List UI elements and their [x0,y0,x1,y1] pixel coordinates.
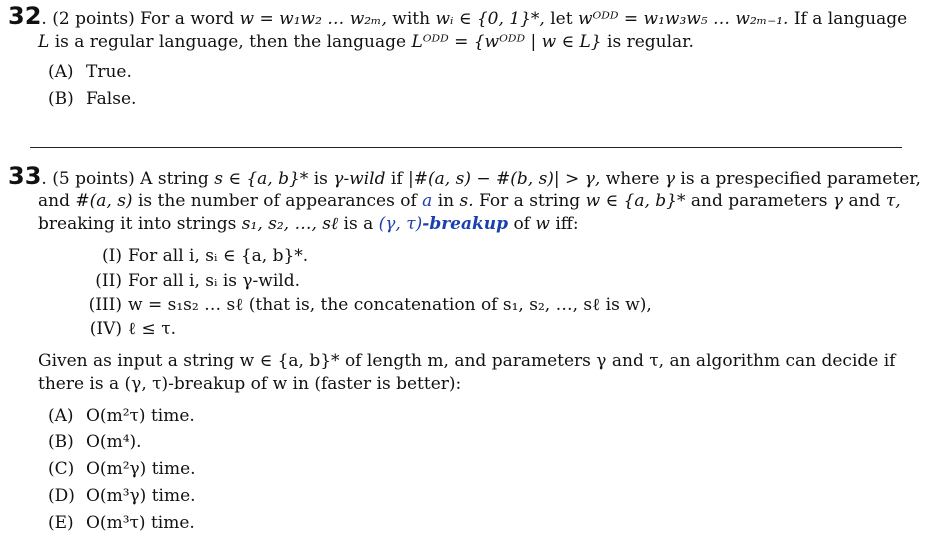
math-expression: w ∈ {a, b}* [585,191,686,211]
condition-label: (I) [102,246,122,266]
q33-paragraph-2-line-2: there is a (γ, τ)-breakup of w in (faster is better): [38,374,462,394]
option-text: O(m²γ) time. [86,459,196,479]
q32-text: For a word [140,9,235,29]
q33-text: if [390,169,403,189]
q33-text: For a string [479,191,581,211]
answer-option-a[interactable] [48,62,132,82]
q32-text: with [392,9,431,29]
answer-option-b[interactable] [48,89,136,109]
math-expression: Lᴼᴰᴰ = {wᴼᴰᴰ | w ∈ L} [411,32,602,52]
condition-item [78,319,176,339]
q32-line-1: 32. (2 points) For a word w = w₁w₂ … w₂ₘ, with wᵢ ∈ {0, 1}*, let wᴼᴰᴰ = w₁w₃w₅ … w₂ₘ₋₁. If a language [8,2,908,30]
math-expression: wᵢ ∈ {0, 1}*, [435,9,545,29]
option-text: False. [86,89,137,109]
defined-term: -breakup [422,214,509,234]
q32-text: If a language [793,9,908,29]
question-points: (5 points) [52,169,135,189]
math-expression: w [535,214,550,234]
math-expression: L [38,32,50,52]
q33-text: and [38,191,70,211]
q33-text: iff: [555,214,579,234]
q33-paragraph-2-line-1: Given as input a string w ∈ {a, b}* of length m, and parameters γ and τ, an algorithm can decide if [38,351,896,371]
defined-term: γ-wild [333,169,386,189]
q33-text: is a [343,214,374,234]
condition-label: (IV) [89,319,122,339]
condition-item [78,271,300,291]
option-label: (D) [48,486,75,506]
answer-option-a[interactable] [48,406,195,426]
math-expression: #(a, s) [75,191,133,211]
condition-text: ℓ ≤ τ. [128,319,177,339]
option-label: (B) [48,432,74,452]
math-expression: s₁, s₂, …, sℓ [241,214,339,234]
q33-text: where [605,169,660,189]
math-expression: γ [664,169,676,189]
q32-text: let [550,9,573,29]
option-label: (A) [48,62,74,82]
math-expression: τ, [885,191,901,211]
q33-text: is a prespecified parameter, [680,169,921,189]
option-label: (E) [48,513,74,533]
condition-text: For all i, sᵢ ∈ {a, b}*. [128,246,309,266]
q32-line-2 [38,32,694,52]
math-expression: γ [832,191,844,211]
condition-text: w = s₁s₂ … sℓ (that is, the concatenation of s₁, s₂, …, sℓ is w), [128,295,652,315]
q33-text: A string [140,169,209,189]
math-expression: wᴼᴰᴰ = w₁w₃w₅ … w₂ₘ₋₁. [577,9,789,29]
q33-line-1: 33. (5 points) A string s ∈ {a, b}* is γ-wild if |#(a, s) − #(b, s)| > γ, where γ is a prespecified parameter, [8,162,921,190]
option-text: O(m³γ) time. [86,486,196,506]
math-expression: s. [459,191,474,211]
condition-item [78,295,652,315]
math-expression: (γ, τ) [378,214,423,234]
condition-label: (II) [95,271,122,291]
q33-line-3 [38,214,579,234]
q33-text: in [437,191,455,211]
q33-line-2 [38,191,901,211]
option-label: (B) [48,89,74,109]
q33-text: is [313,169,328,189]
q33-text: and parameters [690,191,828,211]
question-number: 32 [8,2,42,30]
option-label: (C) [48,459,75,479]
math-expression: s ∈ {a, b}* [214,169,309,189]
q32-text: is a regular language, then the language [54,32,407,52]
q33-text: of [513,214,530,234]
option-text: True. [86,62,132,82]
q33-text: breaking it into strings [38,214,237,234]
answer-option-e[interactable] [48,513,195,533]
answer-option-c[interactable] [48,459,196,479]
math-expression: w = w₁w₂ … w₂ₘ, [239,9,387,29]
option-text: O(m²τ) time. [86,406,195,426]
answer-option-b[interactable] [48,432,142,452]
option-text: O(m⁴). [86,432,142,452]
q33-text: is the number of appearances of [137,191,417,211]
math-expression: |#(a, s) − #(b, s)| > γ, [408,169,601,189]
condition-text: For all i, sᵢ is γ-wild. [128,271,301,291]
question-number: 33 [8,162,42,190]
q32-text: is regular. [607,32,694,52]
option-text: O(m³τ) time. [86,513,195,533]
question-points: (2 points) [52,9,135,29]
option-label: (A) [48,406,74,426]
condition-label: (III) [88,295,122,315]
math-expression: a [422,191,433,211]
condition-item [78,246,308,266]
q33-text: and [848,191,881,211]
answer-option-d[interactable] [48,486,196,506]
section-divider [30,147,902,148]
